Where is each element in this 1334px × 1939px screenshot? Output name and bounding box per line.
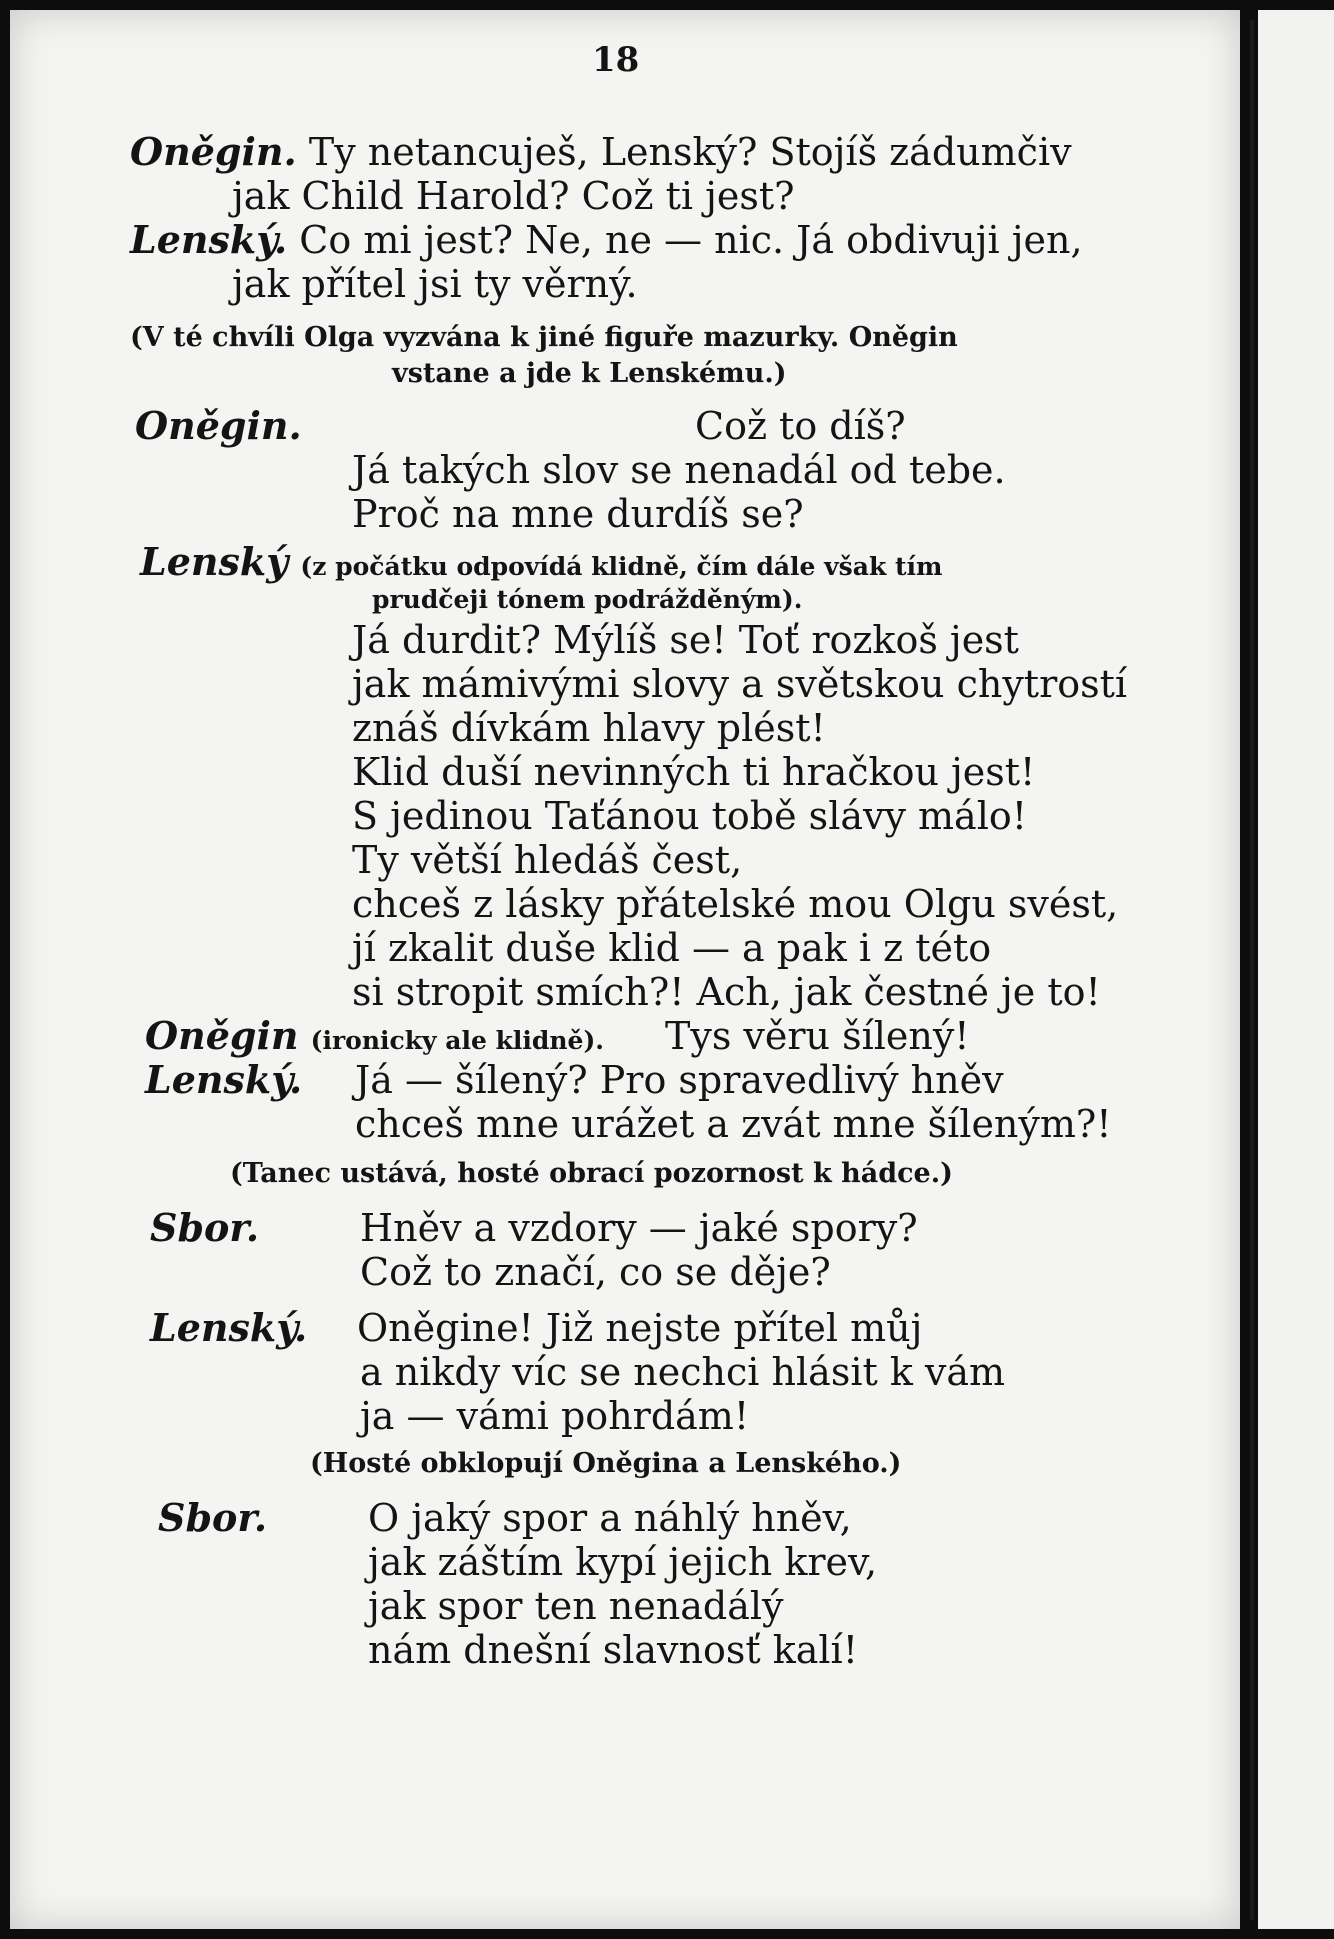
speaker-name: Sbor.	[158, 1495, 268, 1540]
stage-direction: (V té chvíli Olga vyzvána k jiné figuře mazurky. Oněgin	[130, 322, 958, 353]
dialogue-line: chceš mne urážet a zvát mne šíleným?!	[355, 1102, 1112, 1146]
dialogue-line: jí zkalit duše klid — a pak i z této	[352, 926, 992, 970]
dialogue-line: Oněgine! Již nejste přítel můj	[357, 1306, 923, 1350]
dialogue-line	[130, 218, 1083, 262]
stage-direction: (Tanec ustává, hosté obrací pozornost k hádce.)	[230, 1158, 953, 1189]
dialogue-line: a nikdy víc se nechci hlásit k vám	[360, 1350, 1006, 1394]
dialogue-line: znáš dívkám hlavy plést!	[352, 706, 826, 750]
dialogue-line: Což to značí, co se děje?	[360, 1250, 831, 1294]
speaker-name: Lenský	[140, 539, 289, 584]
dialogue-line: Já — šílený? Pro spravedlivý hněv	[355, 1058, 1004, 1102]
dialogue-line: Já durdit? Mýlíš se! Toť rozkoš jest	[352, 618, 1019, 662]
dialogue-line: O jaký spor a náhlý hněv,	[368, 1496, 852, 1540]
stage-direction: vstane a jde k Lenskému.)	[392, 358, 787, 389]
dialogue-line: nám dnešní slavnosť kalí!	[368, 1628, 858, 1672]
stage-note: (ironicky ale klidně).	[310, 1026, 604, 1055]
dialogue-line: ja — vámi pohrdám!	[360, 1394, 750, 1438]
dialogue-line: Tys věru šílený!	[665, 1014, 970, 1058]
dialogue-line: jak mámivými slovy a světskou chytrostí	[352, 662, 1128, 706]
dialogue-line: si stropit smích?! Ach, jak čestné je to!	[352, 970, 1101, 1014]
speaker-name: Oněgin.	[135, 403, 302, 448]
speaker-name: Sbor.	[150, 1205, 260, 1250]
dialogue-line: Hněv a vzdory — jaké spory?	[360, 1206, 918, 1250]
dialogue-line: Proč na mne durdíš se?	[352, 492, 804, 536]
dialogue-line: Ty větší hledáš čest,	[352, 838, 743, 882]
dialogue-line: chceš z lásky přátelské mou Olgu svést,	[352, 882, 1119, 926]
dialogue-line: jak spor ten nenadálý	[368, 1584, 784, 1628]
speaker-name: Oněgin	[145, 1013, 299, 1058]
stage-note: (z počátku odpovídá klidně, čím dále však tím	[300, 552, 943, 581]
dialogue-line: jak záštím kypí jejich krev,	[368, 1540, 878, 1584]
speaker-name: Lenský.	[150, 1305, 308, 1350]
page-gutter-divider	[1250, 20, 1254, 1920]
dialogue-line: jak Child Harold? Což ti jest?	[232, 174, 795, 218]
stage-note: prudčeji tónem podrážděným).	[372, 585, 803, 614]
speaker-name: Oněgin.	[130, 129, 297, 174]
speaker-with-note	[145, 1014, 604, 1063]
dialogue-line: jak přítel jsi ty věrný.	[232, 262, 638, 306]
dialogue-line	[130, 130, 1072, 174]
dialogue-text: Ty netancuješ, Lenský? Stojíš zádumčiv	[308, 130, 1072, 174]
speaker-name: Lenský.	[145, 1057, 303, 1102]
dialogue-line: Já takých slov se nenadál od tebe.	[352, 448, 1006, 492]
dialogue-text: Co mi jest? Ne, ne — nic. Já obdivuji jen,	[299, 218, 1083, 262]
facing-page-edge	[1258, 10, 1334, 1929]
speaker-name: Lenský.	[130, 217, 288, 262]
dialogue-line: Což to díš?	[695, 404, 906, 448]
dialogue-line: S jedinou Taťánou tobě slávy málo!	[352, 794, 1028, 838]
dialogue-line: Klid duší nevinných ti hračkou jest!	[352, 750, 1036, 794]
page-number: 18	[592, 40, 640, 80]
stage-direction: (Hosté obklopují Oněgina a Lenského.)	[310, 1448, 902, 1479]
